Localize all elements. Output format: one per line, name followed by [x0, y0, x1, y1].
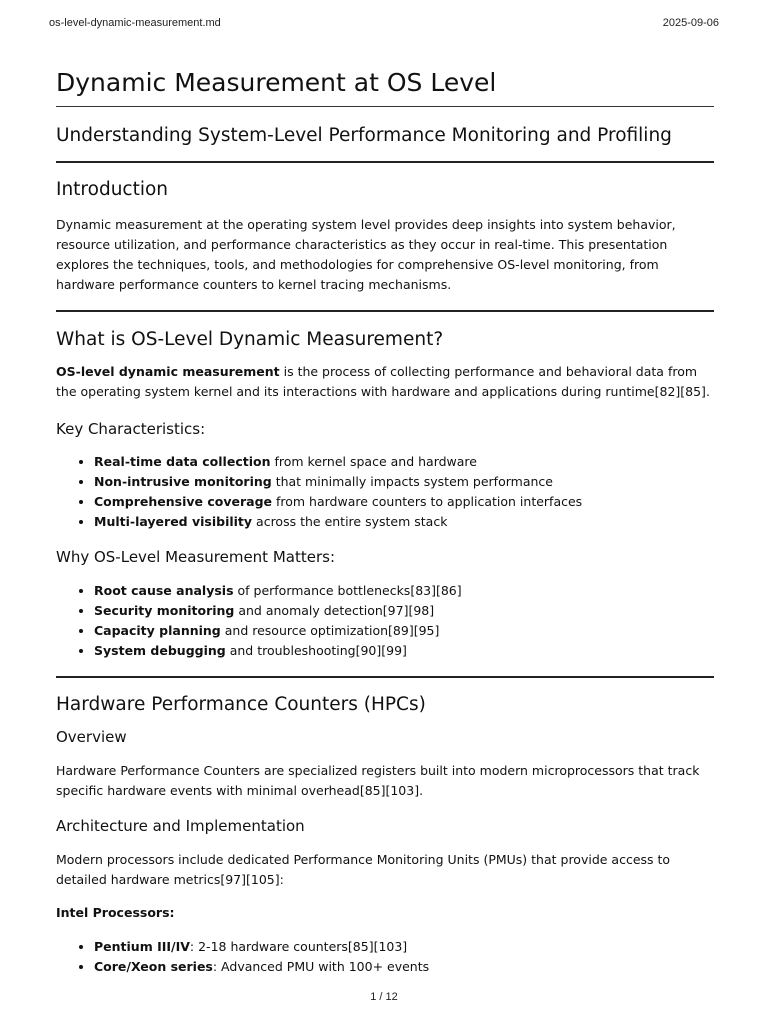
- list-item-term: Security monitoring: [94, 603, 235, 618]
- list-item-term: Real-time data collection: [94, 454, 271, 469]
- heading-hpc: Hardware Performance Counters (HPCs): [56, 694, 426, 715]
- section-divider: [56, 310, 714, 312]
- intel-list: [56, 937, 714, 977]
- definition-text: is the process of collecting performance and behavioral data from the operating system kernel and its interactions with hardware and applications during runtime[82][85].: [56, 364, 710, 399]
- list-item: [94, 452, 714, 472]
- list-item-text: of performance bottlenecks[83][86]: [233, 583, 462, 598]
- list-item-text: and troubleshooting[90][99]: [225, 643, 407, 658]
- section-divider: [56, 676, 714, 678]
- list-item: [94, 601, 714, 621]
- overview-paragraph: Hardware Performance Counters are specialized registers built into modern microprocessors that track specific hardware events with minimal overhead[85][103].: [56, 763, 700, 798]
- list-item: [94, 472, 714, 492]
- definition-paragraph: [56, 362, 714, 402]
- heading-introduction: Introduction: [56, 179, 169, 200]
- list-item-term: Pentium III/IV: [94, 939, 190, 954]
- definition-term: OS-level dynamic measurement: [56, 364, 280, 379]
- list-item-text: that minimally impacts system performance: [271, 474, 553, 489]
- list-item: [94, 581, 714, 601]
- document-content: [56, 66, 714, 977]
- list-item-text: and anomaly detection[97][98]: [234, 603, 435, 618]
- list-item: [94, 957, 714, 977]
- architecture-paragraph: Modern processors include dedicated Performance Monitoring Units (PMUs) that provide access to detailed hardware metrics[97][105]:: [56, 852, 671, 887]
- list-item-text: : Advanced PMU with 100+ events: [212, 959, 430, 974]
- list-item: [94, 937, 714, 957]
- list-item-term: Non-intrusive monitoring: [94, 474, 272, 489]
- list-item-term: Comprehensive coverage: [94, 494, 273, 509]
- list-item-text: from hardware counters to application interfaces: [272, 494, 583, 509]
- intel-heading: [56, 903, 714, 923]
- list-item-term: Core/Xeon series: [94, 959, 213, 974]
- header-date: 2025-09-06: [662, 17, 719, 29]
- header-filename: os-level-dynamic-measurement.md: [49, 17, 221, 29]
- list-item: [94, 621, 714, 641]
- list-item-term: Root cause analysis: [94, 583, 234, 598]
- heading-what-is: What is OS-Level Dynamic Measurement?: [56, 329, 444, 350]
- document-subtitle: Understanding System-Level Performance Monitoring and Profiling: [56, 123, 714, 163]
- list-item: [94, 492, 714, 512]
- heading-key-characteristics: Key Characteristics:: [56, 420, 206, 438]
- heading-architecture: Architecture and Implementation: [56, 817, 305, 835]
- intel-heading-text: Intel Processors:: [56, 905, 175, 920]
- list-item-text: : 2-18 hardware counters[85][103]: [189, 939, 408, 954]
- list-item: [94, 512, 714, 532]
- why-matters-list: [56, 581, 714, 661]
- heading-why-matters: Why OS-Level Measurement Matters:: [56, 548, 335, 566]
- document-title: Dynamic Measurement at OS Level: [56, 66, 714, 107]
- list-item-term: Capacity planning: [94, 623, 221, 638]
- list-item-term: Multi-layered visibility: [94, 514, 253, 529]
- list-item-text: from kernel space and hardware: [270, 454, 477, 469]
- page-number: 1 / 12: [370, 991, 398, 1003]
- list-item: [94, 641, 714, 661]
- key-characteristics-list: [56, 452, 714, 532]
- list-item-term: System debugging: [94, 643, 226, 658]
- heading-overview: Overview: [56, 728, 127, 746]
- intro-paragraph: Dynamic measurement at the operating system level provides deep insights into system behavior, resource utilization, and performance characteristics as they occur in real-time. This presentation explores the techniques, tools, and methodologies for comprehensive OS-level monitoring, from hardware performance counters to kernel tracing mechanisms.: [56, 217, 676, 292]
- list-item-text: and resource optimization[89][95]: [220, 623, 440, 638]
- list-item-text: across the entire system stack: [252, 514, 448, 529]
